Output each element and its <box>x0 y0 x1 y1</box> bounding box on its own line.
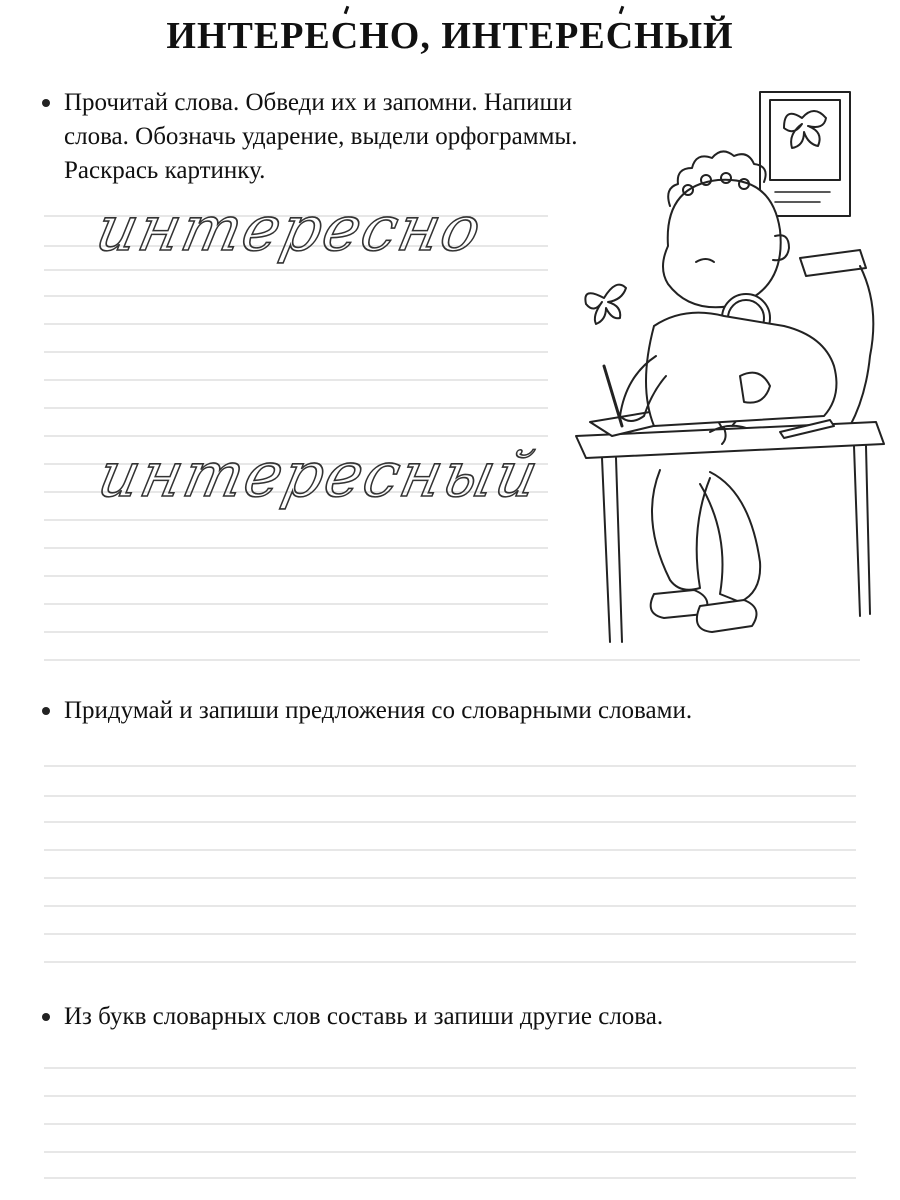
title-segment: НЫЙ <box>634 15 734 57</box>
title-stressed-letter: С <box>330 15 360 57</box>
task-1-line-3: Раскрась картинку. <box>64 157 266 184</box>
bullet-icon <box>42 707 50 715</box>
task-1-line-1: Прочитай слова. Обведи их и запомни. Напиши <box>64 89 573 116</box>
task-3 <box>44 1000 864 1034</box>
boy-with-magnifier-illustration <box>570 86 890 656</box>
task-2-line-1: Придумай и запиши предложения со словарными словами. <box>64 697 693 724</box>
tracing-word-2: интересный <box>92 438 547 511</box>
butterfly-icon <box>585 285 626 324</box>
bullet-icon <box>42 1013 50 1021</box>
task-1-line-2: слова. Обозначь ударение, выдели орфограммы. <box>64 123 578 150</box>
title-segment: НО, ИНТЕРЕ <box>359 15 606 57</box>
poster-icon <box>760 92 850 216</box>
task-3-line-1: Из букв словарных слов составь и запиши другие слова. <box>64 1003 664 1030</box>
title-stressed-letter: С <box>605 15 635 57</box>
task-2 <box>44 694 864 728</box>
boy-figure <box>604 151 836 632</box>
tracing-word-1: интересно <box>90 192 490 265</box>
title-segment: ИНТЕРЕ <box>166 15 331 57</box>
